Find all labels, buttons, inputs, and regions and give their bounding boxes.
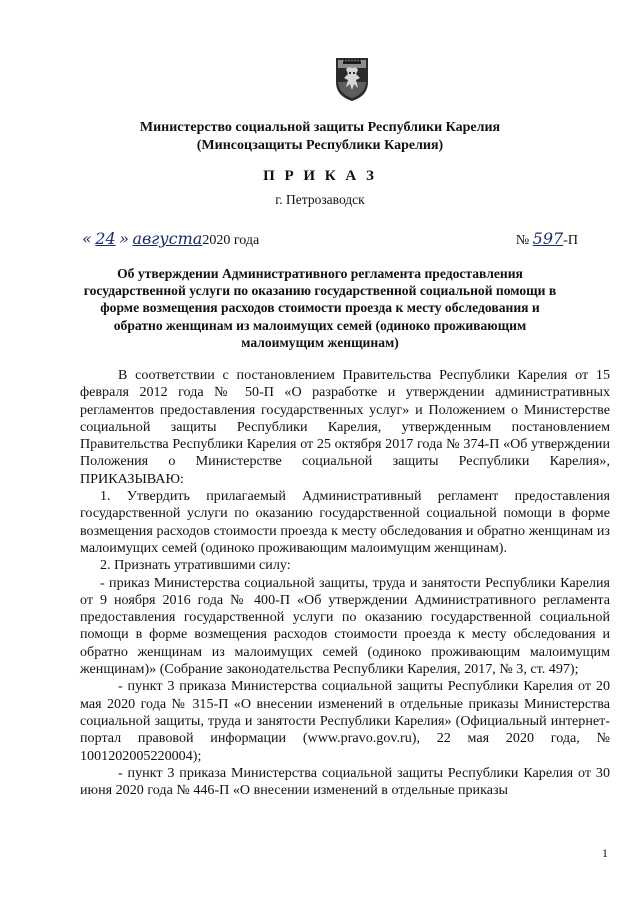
city: г. Петрозаводск <box>275 192 365 207</box>
document-date <box>82 229 259 249</box>
preamble-paragraph: В соответствии с постановлением Правительства Республики Карелия от 15 февраля 2012 года № 50-П «О разработке и утверждении административных регламентов предоставления государственных услуг» и Положением о Министерстве социальной защиты Республики Карелия, утвержденным постановлением Правительства Республики Карелия от 25 октября 2017 года № 374-П «Об утверждении Положения о Министерстве социальной защиты Республики Карелия», ПРИКАЗЫВАЮ: <box>80 367 610 487</box>
ministry-name: Министерство социальной защиты Республики Карелия <box>139 120 501 135</box>
date-month: августа <box>132 229 203 248</box>
repealed-item-2: - пункт 3 приказа Министерства социальной защиты Республики Карелия от 20 мая 2020 года № 315-П «О внесении изменений в отдельные приказы Министерства социальной защиты, труда и занятости Республики Карелия» (Официальный интернет-портал правовой информации (www.pravo.gov.ru), 22 мая 2020 года, № 1001202005220004); <box>80 678 610 764</box>
karelia-coat-of-arms-icon <box>334 56 370 102</box>
ministry-short-name: (Минсоцзащиты Республики Карелия) <box>196 138 444 153</box>
number-prefix: № <box>515 233 530 248</box>
number-value: 597 <box>532 229 564 248</box>
date-day: 24 <box>95 229 116 248</box>
repealed-item-3: - пункт 3 приказа Министерства социальной защиты Республики Карелия от 30 июня 2020 года № 446-П «О внесении изменений в отдельные приказы <box>80 764 610 799</box>
document-number <box>516 229 578 249</box>
repealed-item-1: - приказ Министерства социальной защиты, труда и занятости Республики Карелия от 9 ноября 2016 года № 400-П «Об утверждении Административного регламента предоставления государственной услуги по оказанию государственной социальной помощи в форме возмещения расходов стоимости проезда к месту обследования и обратно женщинам из малоимущих семей (одиноко проживающим малоимущим женщинам)» (Собрание законодательства Республики Карелия, 2017, № 3, ст. 497); <box>80 574 610 678</box>
document-type: П Р И К А З <box>263 168 377 184</box>
page-number: 1 <box>602 846 608 860</box>
order-heading: Об утверждении Административного регламента предоставления государственной услуги по оказанию государственной социальной помощи в форме возмещения расходов стоимости проезда к месту обследования и обратно женщинам из малоимущих семей (одиноко проживающим малоимущим женщинам) <box>83 266 557 350</box>
date-open-quote: « <box>82 229 92 248</box>
date-close-quote: » <box>119 229 129 248</box>
date-year: 2020 года <box>202 233 260 248</box>
number-suffix: -П <box>563 233 578 248</box>
clause-2: 2. Признать утратившими силу: <box>100 557 291 574</box>
ministry-name-block <box>0 119 640 155</box>
clause-1: 1. Утвердить прилагаемый Административный регламент предоставления государственной услуги по оказанию государственной социальной помощи в форме возмещения расходов стоимости проезда к месту обследования и обратно женщинам из малоимущих семей (одиноко проживающим малоимущим женщинам). <box>80 488 610 556</box>
order-body <box>80 367 610 799</box>
